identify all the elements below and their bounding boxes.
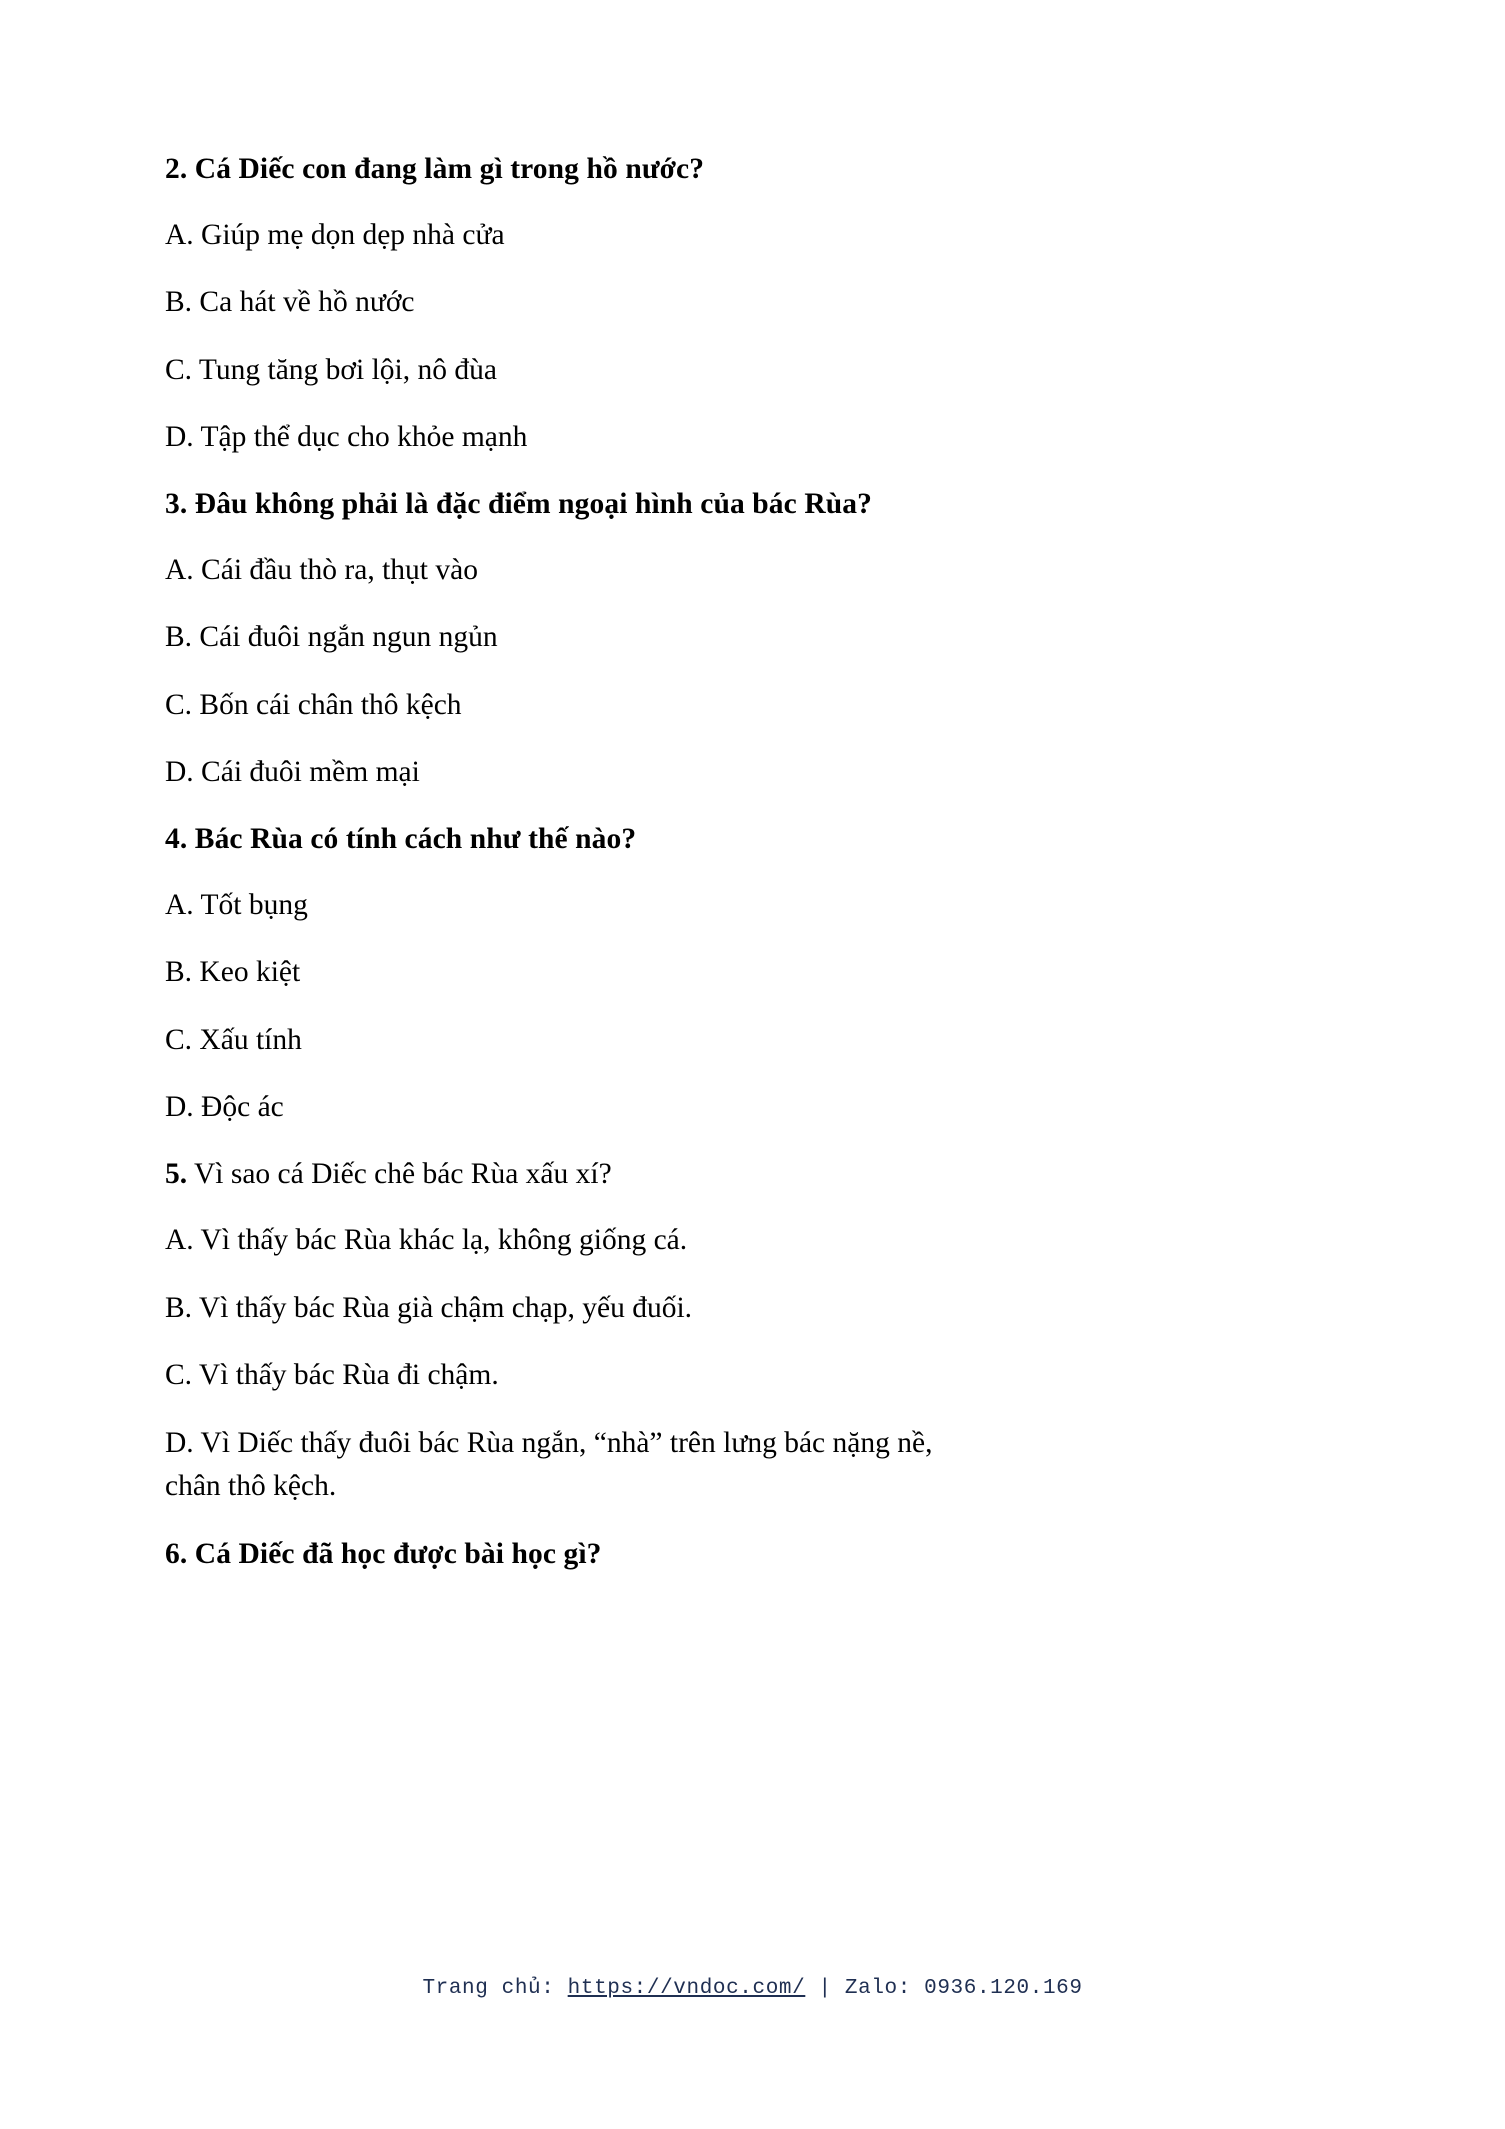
page-footer [0, 1977, 1505, 2000]
document-body [165, 150, 1345, 1574]
question-3-option-b[interactable]: B. Cái đuôi ngắn ngun ngủn [165, 621, 498, 654]
question-4-heading: 4. Bác Rùa có tính cách như thế nào? [165, 823, 637, 856]
question-3-option-c[interactable]: C. Bốn cái chân thô kệch [165, 688, 462, 721]
question-5-option-c[interactable]: C. Vì thấy bác Rùa đi chậm. [165, 1358, 499, 1391]
footer-contact: | Zalo: 0936.120.169 [805, 1977, 1083, 2000]
question-2-option-b[interactable]: B. Ca hát về hồ nước [165, 286, 415, 319]
question-4-option-d[interactable]: D. Độc ác [165, 1091, 284, 1124]
question-5-number: 5. [165, 1158, 188, 1191]
question-3-option-a[interactable]: A. Cái đầu thò ra, thụt vào [165, 554, 478, 587]
question-5-option-d[interactable]: D. Vì Diếc thấy đuôi bác Rùa ngắn, “nhà” trên lưng bác nặng nề, chân thô kệch. [165, 1427, 933, 1503]
question-5-heading [165, 1155, 1345, 1194]
question-5-option-b[interactable]: B. Vì thấy bác Rùa già chậm chạp, yếu đuối. [165, 1291, 693, 1324]
footer-prefix: Trang chủ: [422, 1977, 568, 2000]
question-5-option-a[interactable]: A. Vì thấy bác Rùa khác lạ, không giống cá. [165, 1224, 688, 1257]
question-2-option-d[interactable]: D. Tập thể dục cho khỏe mạnh [165, 420, 528, 453]
question-6-heading: 6. Cá Diếc đã học được bài học gì? [165, 1538, 602, 1571]
question-2-option-c[interactable]: C. Tung tăng bơi lội, nô đùa [165, 353, 497, 386]
question-4-option-a[interactable]: A. Tốt bụng [165, 889, 308, 922]
question-3-heading: 3. Đâu không phải là đặc điểm ngoại hình của bác Rùa? [165, 488, 872, 521]
question-2-option-a[interactable]: A. Giúp mẹ dọn dẹp nhà cửa [165, 218, 505, 251]
question-2-heading: 2. Cá Diếc con đang làm gì trong hồ nước? [165, 153, 705, 185]
question-4-option-b[interactable]: B. Keo kiệt [165, 956, 301, 989]
footer-website-link[interactable]: https://vndoc.com/ [567, 1977, 806, 2000]
question-4-option-c[interactable]: C. Xấu tính [165, 1023, 302, 1056]
question-5-heading-text: Vì sao cá Diếc chê bác Rùa xấu xí? [187, 1158, 612, 1191]
question-3-option-d[interactable]: D. Cái đuôi mềm mại [165, 755, 420, 788]
